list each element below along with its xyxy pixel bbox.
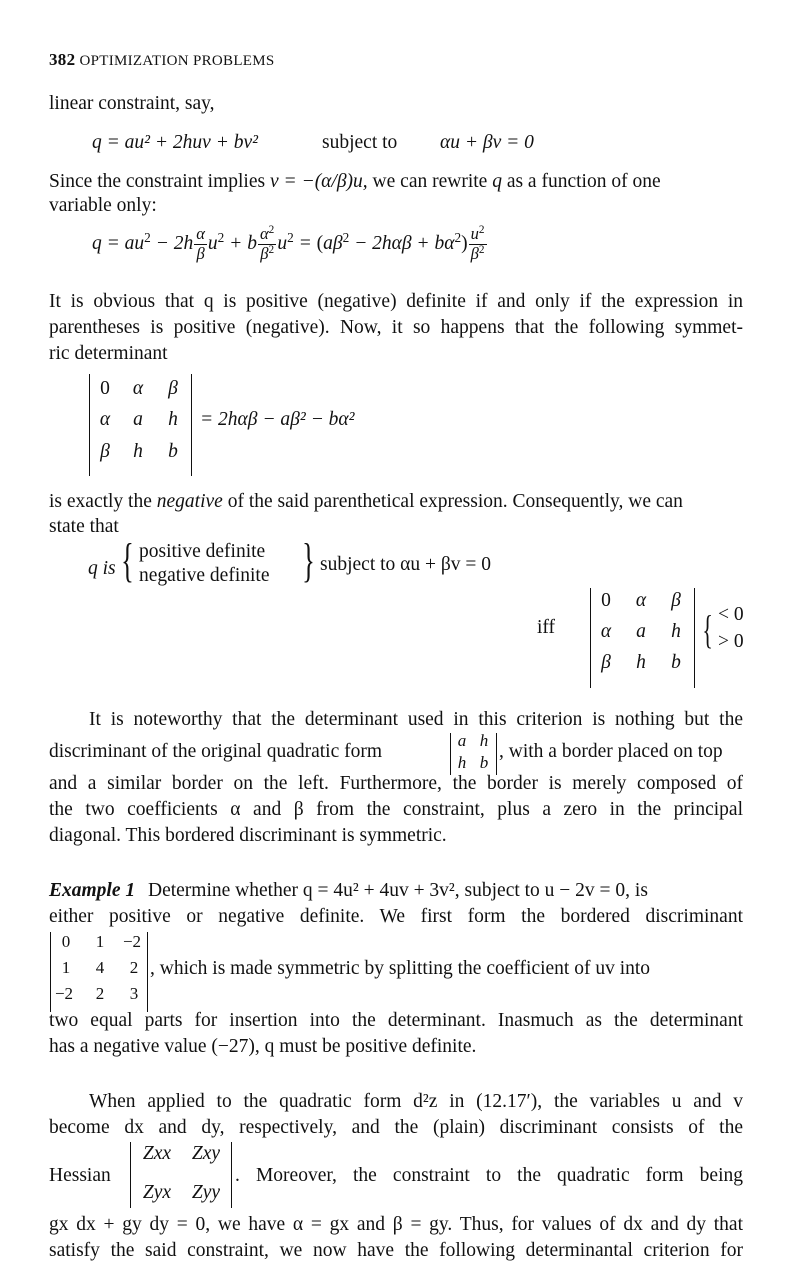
hessian-cell: Zxx <box>142 1143 172 1164</box>
para5-text-b: , with a border placed on top <box>499 741 723 762</box>
para4-text-a: is exactly the <box>49 491 152 512</box>
det4-cell: −2 <box>122 932 142 951</box>
det2-cell: α <box>600 621 612 642</box>
det1-cell: β <box>168 378 178 399</box>
para5-line5: diagonal. This bordered discriminant is symmetric. <box>49 825 447 846</box>
para2-math-q: q <box>492 171 502 192</box>
hessian-right-bar <box>231 1142 232 1208</box>
criterion-condition-gt: > 0 <box>718 631 744 652</box>
det2-cell: h <box>671 621 681 642</box>
hessian-cell: Zyx <box>142 1182 172 1203</box>
para5-line1: It is noteworthy that the determinant used in this criterion is nothing but the <box>89 709 743 730</box>
det1-cell: h <box>133 441 143 462</box>
para4-line2: state that <box>49 516 119 537</box>
example-line3: two equal parts for insertion into the determinant. Inasmuch as the determinant <box>49 1010 743 1031</box>
equation-quadratic-form <box>92 132 258 154</box>
det2-cell: β <box>601 652 611 673</box>
hessian-cell: Zyy <box>191 1182 221 1203</box>
para3-line2: parentheses is positive (negative). Now, it so happens that the following symmet- <box>49 317 743 338</box>
para2-line1 <box>49 171 743 193</box>
para2-text-a: Since the constraint implies <box>49 171 266 192</box>
det2-right-bar <box>694 588 695 688</box>
det3-right-bar <box>496 733 497 775</box>
criterion-option-negative: negative definite <box>139 565 270 586</box>
para2-math-v: v = −(α/β)u, <box>269 171 368 192</box>
para2-text-c: we can rewrite <box>372 171 488 192</box>
example-line4: has a negative value (−27), q must be positive definite. <box>49 1036 477 1057</box>
det2-cell: 0 <box>601 590 611 611</box>
page-number: 382 <box>49 50 76 69</box>
para4-line1 <box>49 491 743 513</box>
eq1-constraint: αu + βv = 0 <box>440 132 534 153</box>
running-title: OPTIMIZATION PROBLEMS <box>79 53 275 69</box>
det4-cell: −2 <box>54 984 74 1003</box>
example-det-after: , which is made symmetric by splitting the coefficient of uv into <box>150 958 651 979</box>
example-line2: either positive or negative definite. We first form the bordered discriminant <box>49 906 743 927</box>
det1-rhs: = 2hαβ − aβ² − bα² <box>200 409 355 430</box>
example-line1 <box>49 880 743 902</box>
para2-line2: variable only: <box>49 195 157 216</box>
hessian-after: . Moreover, the constraint to the quadratic form being <box>235 1165 743 1186</box>
det4-cell: 1 <box>95 932 105 951</box>
para4-text-c: of the said parenthetical expression. Consequently, we can <box>227 491 683 512</box>
det3-cell: b <box>479 753 489 772</box>
para6-line1: When applied to the quadratic form d²z in (12.17′), the variables u and v <box>89 1091 743 1112</box>
para5-line4: the two coefficients α and β from the constraint, plus a zero in the principal <box>49 799 743 820</box>
para4-emph-negative: negative <box>156 491 223 512</box>
criterion-q-is: q is <box>88 558 116 579</box>
para6-line2: become dx and dy, respectively, and the (plain) discriminant consists of the <box>49 1117 743 1138</box>
det3-left-bar <box>450 733 451 775</box>
det1-right-bar <box>191 374 192 476</box>
criterion-left-brace: { <box>121 534 134 587</box>
criterion-iff: iff <box>537 617 556 638</box>
det2-cell: α <box>635 590 647 611</box>
det4-cell: 3 <box>129 984 139 1003</box>
det1-left-bar <box>89 374 90 476</box>
det1-cell: α <box>132 378 144 399</box>
det1-cell: β <box>100 441 110 462</box>
det2-cell: β <box>671 590 681 611</box>
hessian-label: Hessian <box>49 1165 111 1186</box>
det4-cell: 0 <box>61 932 71 951</box>
hessian-cell: Zxy <box>191 1143 221 1164</box>
det2-cell: a <box>636 621 646 642</box>
det2-left-bar <box>590 588 591 688</box>
det1-cell: h <box>168 409 178 430</box>
criterion-right-brace: } <box>302 534 315 587</box>
equation-substituted <box>92 226 488 262</box>
para6-line4: gx dx + gy dy = 0, we have α = gx and β = gy. Thus, for values of dx and dy that <box>49 1214 743 1235</box>
det3-cell: h <box>457 753 467 772</box>
det4-cell: 4 <box>95 958 105 977</box>
criterion-subject-to: subject to αu + βv = 0 <box>320 554 492 575</box>
example-label: Example 1 <box>49 880 136 901</box>
det1-cell: a <box>133 409 143 430</box>
example-text: Determine whether q = 4u² + 4uv + 3v², subject to u − 2v = 0, is <box>148 880 648 901</box>
det4-cell: 1 <box>61 958 71 977</box>
det1-cell: α <box>99 409 111 430</box>
det1-cell: 0 <box>100 378 110 399</box>
intro-line: linear constraint, say, <box>49 93 215 114</box>
criterion-condition-lt: < 0 <box>718 604 744 625</box>
det4-cell: 2 <box>95 984 105 1003</box>
criterion-option-positive: positive definite <box>139 541 266 562</box>
para3-line3: ric determinant <box>49 343 168 364</box>
hessian-left-bar <box>130 1142 131 1208</box>
criterion-condition-brace: { <box>702 607 713 652</box>
para5-line3: and a similar border on the left. Furthermore, the border is merely composed of <box>49 773 743 794</box>
det2-cell: b <box>671 652 681 673</box>
para2-text-e: as a function of one <box>506 171 661 192</box>
eq1-subject-to: subject to <box>322 132 398 153</box>
eq2-visual: $q = au^2 - 2h$ $\frac{\alpha}{\beta}$ $u^2 + b$ $\frac{\alpha^2}{\beta^2}$ $u^2 = (a\beta^2 - 2h\alpha\beta + b\alpha^2)$ $\frac{u^2}{\beta^2}$ <box>92 224 485 263</box>
det4-right-bar <box>147 932 148 1012</box>
running-header <box>49 50 275 70</box>
det3-cell: h <box>479 731 489 750</box>
det2-cell: h <box>636 652 646 673</box>
eq1-lhs: q = au² + 2huv + bv² <box>92 132 258 153</box>
para6-line5: satisfy the said constraint, we now have the following determinantal criterion for <box>49 1240 743 1261</box>
det1-cell: b <box>168 441 178 462</box>
det4-cell: 2 <box>129 958 139 977</box>
para5-text-a: discriminant of the original quadratic form <box>49 741 383 762</box>
para3-line1: It is obvious that q is positive (negative) definite if and only if the expression in <box>49 291 743 312</box>
det3-cell: a <box>457 731 467 750</box>
